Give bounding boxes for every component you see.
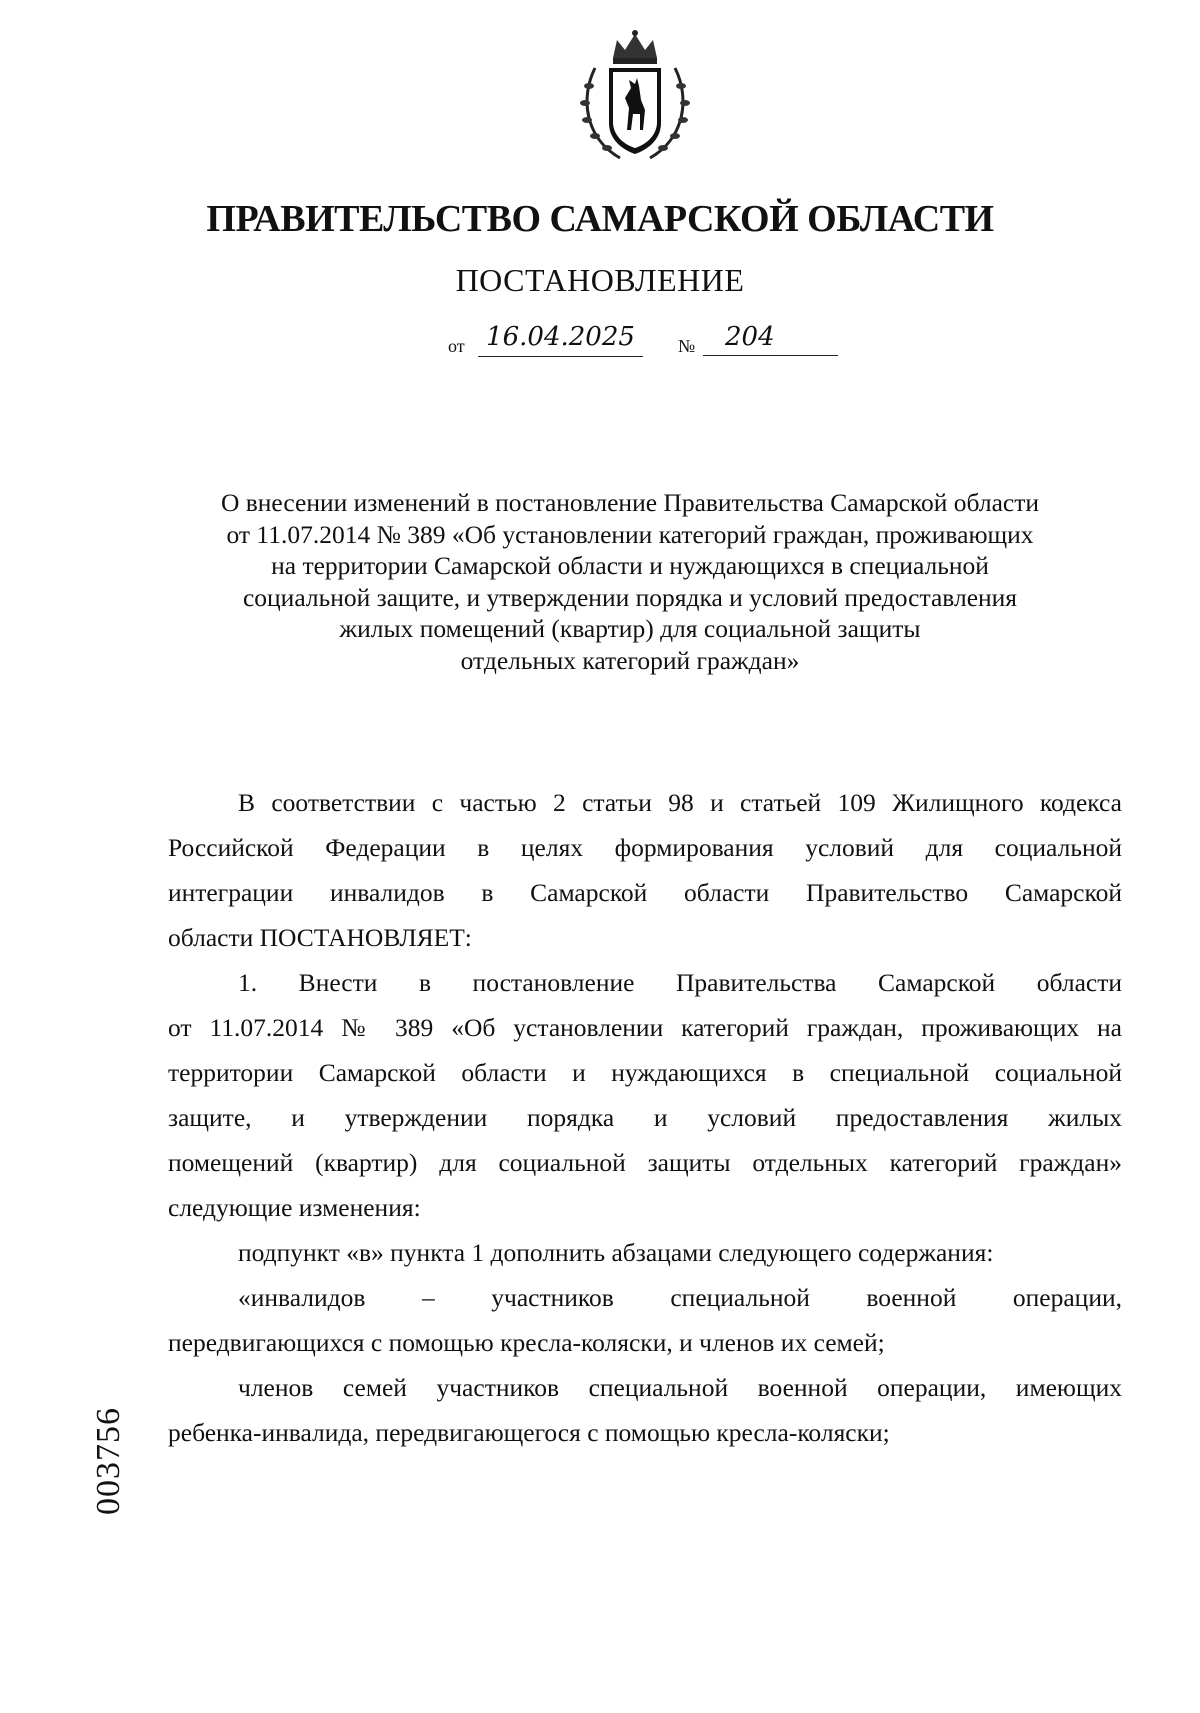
subject-line: О внесении изменений в постановление Правительства Самарской области	[220, 488, 1040, 517]
number-prefix: №	[678, 336, 696, 356]
body-line: защите, и утверждении порядка и условий предоставления жилых	[168, 1103, 1122, 1132]
body-line: Российской Федерации в целях формирования условий для социальной	[168, 833, 1122, 862]
date-number-line	[448, 322, 838, 362]
document-date: 16.04.2025	[478, 322, 643, 357]
date-prefix: от	[448, 336, 465, 356]
body-line: помещений (квартир) для социальной защиты отдельных категорий граждан»	[168, 1148, 1122, 1177]
margin-number-text: 003756	[90, 1407, 127, 1515]
subject-line: от 11.07.2014 № 389 «Об установлении категорий граждан, проживающих	[226, 519, 1034, 549]
subject-line: на территории Самарской области и нуждающихся в специальной	[271, 551, 989, 580]
document-body	[168, 780, 1122, 1455]
body-line: следующие изменения:	[168, 1193, 421, 1222]
body-line: «инвалидов – участников специальной военной операции,	[238, 1283, 1122, 1312]
body-line: 1. Внести в постановление Правительства Самарской области	[238, 968, 1122, 997]
document-subject	[150, 487, 1110, 676]
margin-number	[90, 1345, 130, 1515]
subject-line: социальной защите, и утверждении порядка и условий предоставления	[242, 582, 1018, 612]
body-line: В соответствии с частью 2 статьи 98 и статьей 109 Жилищного кодекса	[238, 788, 1122, 817]
organization-title: ПРАВИТЕЛЬСТВО САМАРСКОЙ ОБЛАСТИ	[206, 198, 994, 240]
body-line: области ПОСТАНОВЛЯЕТ:	[168, 923, 472, 952]
subject-line: жилых помещений (квартир) для социальной защиты	[339, 614, 921, 643]
document-type: ПОСТАНОВЛЕНИЕ	[455, 262, 745, 298]
body-line: ребенка-инвалида, передвигающегося с помощью кресла-коляски;	[168, 1418, 890, 1447]
body-line: территории Самарской области и нуждающихся в специальной социальной	[168, 1058, 1122, 1087]
coat-of-arms-icon	[575, 28, 695, 168]
document-number: 204	[703, 322, 838, 356]
body-line: подпункт «в» пункта 1 дополнить абзацами следующего содержания:	[238, 1238, 994, 1267]
body-line: интеграции инвалидов в Самарской области Правительство Самарской	[168, 878, 1122, 907]
body-line: от 11.07.2014 № 389 «Об установлении категорий граждан, проживающих на	[168, 1013, 1122, 1042]
body-line: передвигающихся с помощью кресла-коляски, и членов их семей;	[168, 1328, 885, 1357]
subject-line: отдельных категорий граждан»	[460, 645, 800, 675]
body-line: членов семей участников специальной военной операции, имеющих	[238, 1373, 1122, 1402]
